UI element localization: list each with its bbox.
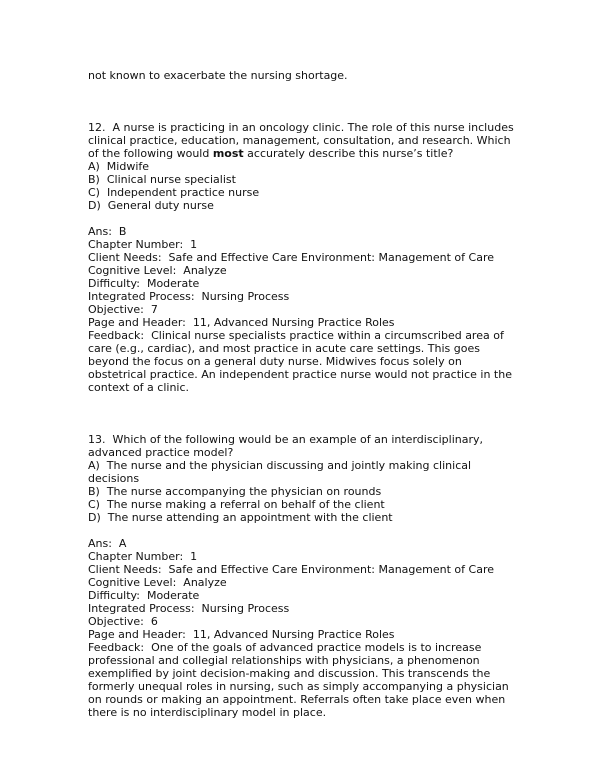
feedback-line: beyond the focus on a general duty nurse. Midwives focus solely on: [88, 355, 462, 368]
answer-option-a-continued: decisions: [88, 472, 140, 485]
feedback-line: Feedback: Clinical nurse specialists practice within a circumscribed area of: [88, 329, 504, 342]
answer-option-a: A) Midwife: [88, 160, 150, 173]
question-stem-line: clinical practice, education, management, consultation, and research. Which: [88, 134, 511, 147]
chapter-number: Chapter Number: 1: [88, 550, 198, 563]
feedback-line: care (e.g., cardiac), and most practice in acute care settings. This goes: [88, 342, 480, 355]
answer-option-c: C) Independent practice nurse: [88, 186, 260, 199]
answer-option-d: D) The nurse attending an appointment with the client: [88, 511, 393, 524]
page-and-header: Page and Header: 11, Advanced Nursing Practice Roles: [88, 316, 395, 329]
stem-text: of the following would: [88, 147, 213, 160]
objective: Objective: 6: [88, 615, 158, 628]
stem-text: accurately describe this nurse’s title?: [243, 147, 454, 160]
question-13: [88, 433, 528, 719]
chapter-number: Chapter Number: 1: [88, 238, 198, 251]
integrated-process: Integrated Process: Nursing Process: [88, 602, 290, 615]
difficulty: Difficulty: Moderate: [88, 589, 200, 602]
question-stem-line: 13. Which of the following would be an example of an interdisciplinary,: [88, 433, 483, 446]
difficulty: Difficulty: Moderate: [88, 277, 200, 290]
client-needs: Client Needs: Safe and Effective Care Environment: Management of Care: [88, 251, 494, 264]
question-stem-line: 12. A nurse is practicing in an oncology clinic. The role of this nurse includes: [88, 121, 514, 134]
feedback-line: professional and collegial relationships with physicians, a phenomenon: [88, 654, 480, 667]
integrated-process: Integrated Process: Nursing Process: [88, 290, 290, 303]
feedback-line: context of a clinic.: [88, 381, 190, 394]
page-and-header: Page and Header: 11, Advanced Nursing Practice Roles: [88, 628, 395, 641]
objective: Objective: 7: [88, 303, 158, 316]
cognitive-level: Cognitive Level: Analyze: [88, 576, 227, 589]
question-stem-line: advanced practice model?: [88, 446, 234, 459]
stem-emphasis: most: [212, 147, 244, 160]
answer-option-a: A) The nurse and the physician discussing and jointly making clinical: [88, 459, 472, 472]
feedback-line: there is no interdisciplinary model in place.: [88, 706, 327, 719]
answer-key: Ans: A: [88, 537, 127, 550]
answer-option-b: B) The nurse accompanying the physician on rounds: [88, 485, 382, 498]
answer-option-d: D) General duty nurse: [88, 199, 214, 212]
answer-key: Ans: B: [88, 225, 127, 238]
feedback-line: Feedback: One of the goals of advanced practice models is to increase: [88, 641, 482, 654]
cognitive-level: Cognitive Level: Analyze: [88, 264, 227, 277]
answer-option-b: B) Clinical nurse specialist: [88, 173, 236, 186]
feedback-line: on rounds or making an appointment. Referrals often take place even when: [88, 693, 506, 706]
client-needs: Client Needs: Safe and Effective Care Environment: Management of Care: [88, 563, 494, 576]
feedback-line: exemplified by joint decision-making and discussion. This transcends the: [88, 667, 491, 680]
document-page: [88, 69, 528, 719]
continuation-text: not known to exacerbate the nursing shortage.: [88, 69, 348, 82]
answer-option-c: C) The nurse making a referral on behalf of the client: [88, 498, 385, 511]
feedback-line: formerly unequal roles in nursing, such as simply accompanying a physician: [88, 680, 509, 693]
feedback-line: obstetrical practice. An independent practice nurse would not practice in the: [88, 368, 512, 381]
question-12: [88, 121, 528, 394]
question-stem-line: [88, 147, 528, 160]
